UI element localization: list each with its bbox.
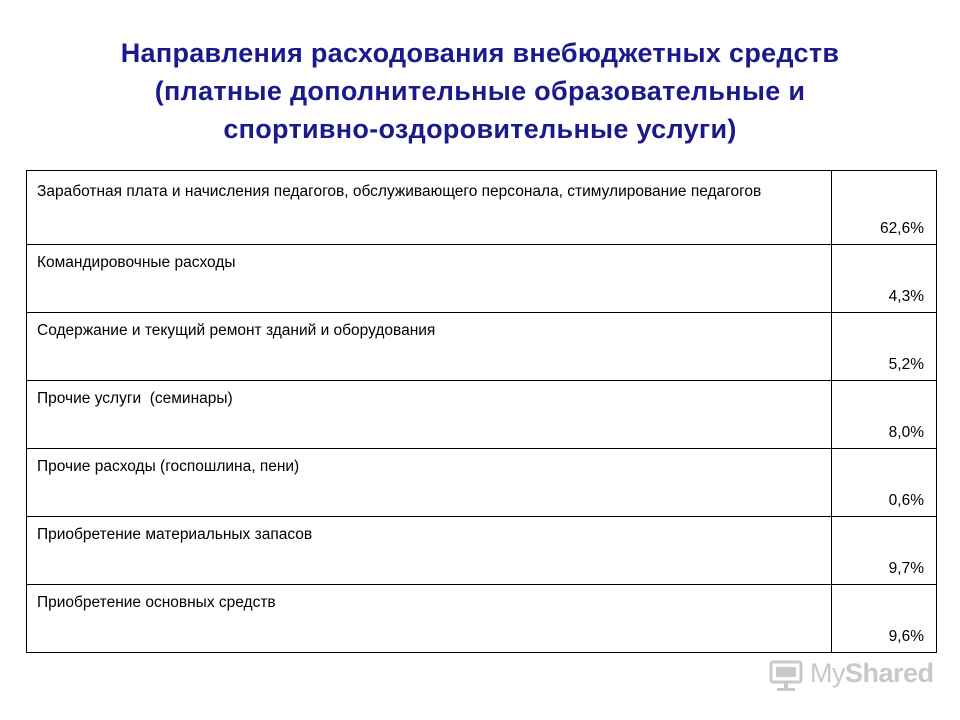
row-label: Прочие расходы (госпошлина, пени)	[27, 449, 832, 517]
row-label: Заработная плата и начисления педагогов, обслуживающего персонала, стимулирование педагогов	[27, 171, 832, 245]
table-row	[27, 517, 937, 585]
row-value: 0,6%	[832, 449, 937, 517]
row-label: Командировочные расходы	[27, 245, 832, 313]
row-label: Прочие услуги (семинары)	[27, 381, 832, 449]
row-value: 4,3%	[832, 245, 937, 313]
title-line-2: (платные дополнительные образовательные и	[154, 76, 806, 106]
row-value: 5,2%	[832, 313, 937, 381]
row-value: 9,6%	[832, 585, 937, 653]
expenses-table	[26, 170, 937, 653]
table-row	[27, 171, 937, 245]
table-row	[27, 585, 937, 653]
row-value: 9,7%	[832, 517, 937, 585]
row-label: Приобретение основных средств	[27, 585, 832, 653]
table-row	[27, 449, 937, 517]
watermark-text-shared: Shared	[845, 658, 934, 688]
title-line-1: Направления расходования внебюджетных средств	[120, 38, 840, 68]
table-row	[27, 245, 937, 313]
watermark-logo	[768, 656, 934, 696]
row-label: Приобретение материальных запасов	[27, 517, 832, 585]
title-line-3: спортивно-оздоровительные услуги)	[223, 114, 737, 144]
row-label: Содержание и текущий ремонт зданий и оборудования	[27, 313, 832, 381]
page-title	[40, 34, 920, 148]
row-value: 62,6%	[832, 171, 937, 245]
presentation-icon	[768, 658, 804, 694]
row-value: 8,0%	[832, 381, 937, 449]
watermark-text-my: My	[810, 658, 845, 688]
table-row	[27, 313, 937, 381]
watermark-text	[810, 658, 934, 689]
table-row	[27, 381, 937, 449]
